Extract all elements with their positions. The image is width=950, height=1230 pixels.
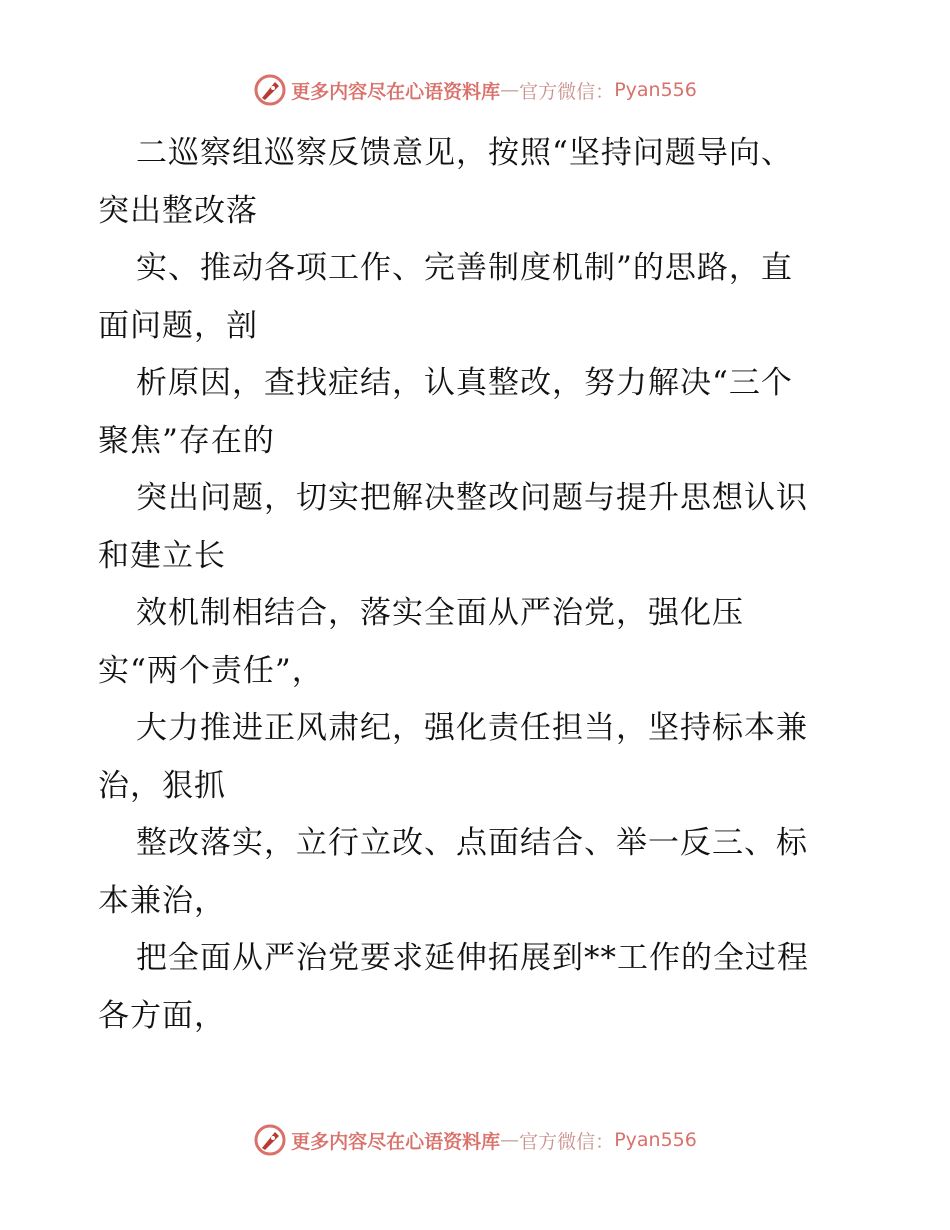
watermark-wechat-id: Pyan556	[614, 1129, 697, 1151]
text-line: 本兼治，	[98, 882, 226, 919]
text-line: 治，狠抓	[98, 767, 226, 804]
watermark-separator: —	[500, 1129, 520, 1151]
watermark-main-text: 更多内容尽在心语资料库	[291, 1130, 501, 1153]
text-line: 突出问题，切实把解决整改问题与提升思想认识	[136, 480, 808, 516]
watermark-wechat-label: 官方微信：	[519, 80, 615, 103]
watermark-wechat-id: Pyan556	[614, 79, 697, 101]
text-line: 整改落实，立行立改、点面结合、举一反三、标	[136, 825, 808, 861]
text-line: 和建立长	[98, 537, 226, 574]
text-line: 各方面，	[98, 997, 226, 1034]
text-line: 面问题，剖	[98, 307, 258, 344]
footer-watermark	[0, 1120, 950, 1160]
text-line: 二巡察组巡察反馈意见，按照“坚持问题导向、	[136, 135, 793, 171]
text-line: 聚焦”存在的	[98, 422, 275, 459]
text-line: 析原因，查找症结，认真整改，努力解决“三个	[136, 365, 793, 401]
text-line: 效机制相结合，落实全面从严治党，强化压	[136, 595, 744, 631]
pen-nib-logo-icon	[253, 73, 287, 107]
text-line: 把全面从严治党要求延伸拓展到**工作的全过程	[136, 940, 809, 976]
watermark-main-text: 更多内容尽在心语资料库	[291, 80, 501, 103]
text-line: 突出整改落	[98, 192, 258, 229]
header-watermark	[0, 70, 950, 110]
text-line: 实、推动各项工作、完善制度机制”的思路，直	[136, 250, 793, 286]
text-line: 大力推进正风肃纪，强化责任担当，坚持标本兼	[136, 710, 808, 746]
watermark-wechat-label: 官方微信：	[519, 1130, 615, 1153]
document-body	[98, 125, 858, 1045]
pen-nib-logo-icon	[253, 1123, 287, 1157]
text-line: 实“两个责任”，	[98, 652, 324, 689]
watermark-separator: —	[500, 79, 520, 101]
